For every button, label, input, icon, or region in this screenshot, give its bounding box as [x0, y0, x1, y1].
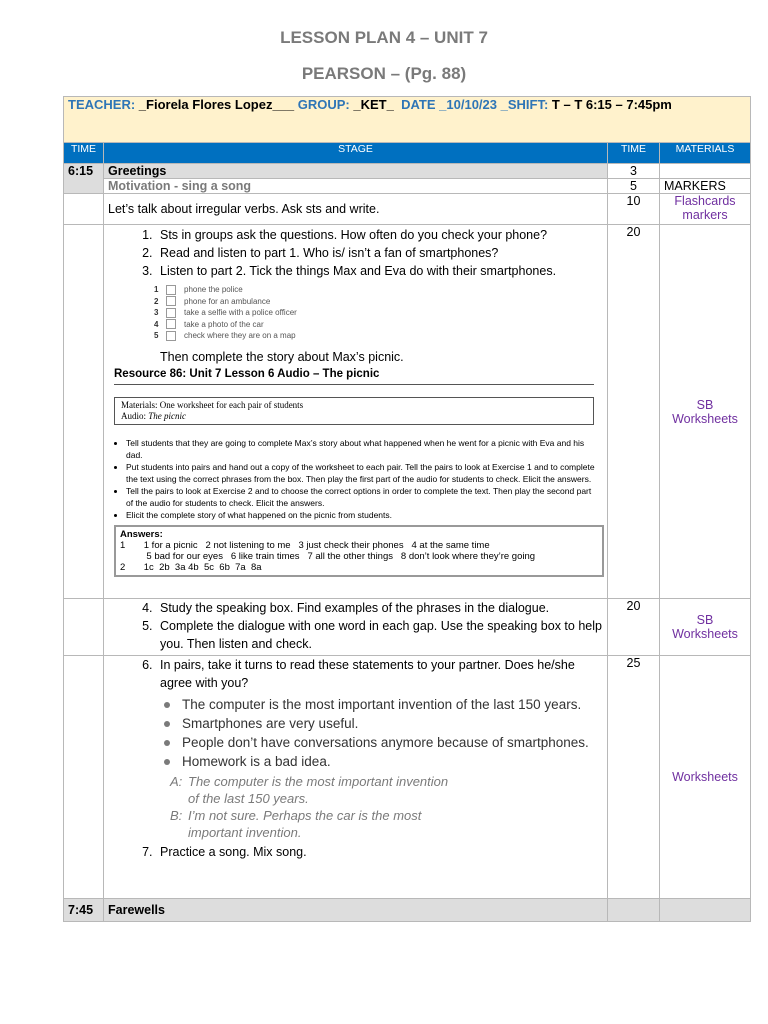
header-time: TIME — [64, 143, 104, 164]
checkbox-icon — [166, 285, 176, 295]
checklist-item: 5 check where they are on a map — [154, 331, 296, 341]
greetings-materials — [660, 164, 751, 179]
motivation-minutes: 5 — [608, 179, 660, 194]
checkbox-icon — [166, 319, 176, 329]
irregular-minutes: 10 — [608, 194, 660, 225]
greetings-time: 6:15 — [64, 164, 104, 194]
instruction-item: • Elicit the complete story of what happened on the picnic from students. — [126, 509, 600, 521]
block1-row — [64, 225, 751, 599]
step-3: 3. Listen to part 2. Tick the things Max and Eva do with their smartphones. — [156, 262, 603, 280]
step-4: 4. Study the speaking box. Find examples of the phrases in the dialogue. — [156, 599, 603, 617]
answers-line: 5 bad for our eyes 6 like train times 7 all the other things 8 don’t look where they’re going — [120, 550, 536, 562]
example-dialog: A: The computer is the most important invention of the last 150 years. B: I’m not sure. Perhaps the car is the most important invention. — [170, 774, 449, 840]
motivation-row — [64, 179, 751, 194]
block1-time — [64, 225, 104, 599]
block1-materials: SB Worksheets — [660, 225, 751, 599]
header-materials: MATERIALS — [660, 143, 751, 164]
step-7: 7. Practice a song. Mix song. — [156, 843, 603, 861]
motivation-materials: MARKERS — [660, 179, 751, 194]
step-3-after: Then complete the story about Max’s picnic. — [160, 349, 404, 364]
answers-label: Answers: — [120, 528, 163, 540]
block3-minutes: 25 — [608, 656, 660, 899]
block3-materials: Worksheets — [660, 656, 751, 899]
instructions-list — [114, 437, 600, 521]
steps-list-4 — [108, 843, 603, 861]
tick-checklist — [154, 284, 603, 342]
step-6: 6. In pairs, take it turns to read these statements to your partner. Does he/she agree with you? — [156, 656, 603, 692]
header-minutes: TIME — [608, 143, 660, 164]
group-label: GROUP: — [297, 97, 350, 112]
irregular-time — [64, 194, 104, 225]
step-5: 5. Complete the dialogue with one word in each gap. Use the speaking box to help you. Then listen and check. — [156, 617, 603, 653]
answers-line: 2 1c 2b 3a 4b 5c 6b 7a 8a — [120, 561, 262, 573]
block1-stage — [104, 225, 608, 599]
statement-item: Homework is a bad idea. — [170, 753, 603, 771]
instruction-item: • Tell students that they are going to complete Max’s story about what happened when he went for a picnic with Eva and his dad. — [126, 437, 600, 461]
step-1: 1. Sts in groups ask the questions. How often do you check your phone? — [156, 226, 603, 244]
answers-line: 1 1 for a picnic 2 not listening to me 3 just check their phones 4 at the same time — [120, 539, 490, 551]
shift-label: _SHIFT: — [500, 97, 549, 112]
group-value: _KET_ — [353, 97, 394, 112]
block3-stage — [104, 656, 608, 899]
answers-box — [114, 525, 604, 577]
checkbox-icon — [166, 296, 176, 306]
step-2: 2. Read and listen to part 1. Who is/ isn’t a fan of smartphones? — [156, 244, 603, 262]
checklist-item: 2 phone for an ambulance — [154, 296, 271, 306]
statement-item: The computer is the most important invention of the last 150 years. — [170, 696, 603, 714]
block3-time — [64, 656, 104, 899]
greetings-row — [64, 164, 751, 179]
lesson-title: LESSON PLAN 4 – UNIT 7 — [280, 28, 488, 47]
motivation-stage: Motivation - sing a song — [104, 179, 608, 194]
header-stage: STAGE — [104, 143, 608, 164]
block2-stage — [104, 599, 608, 656]
teacher-info — [64, 97, 751, 143]
steps-list-3 — [108, 656, 603, 692]
statement-item: Smartphones are very useful. — [170, 715, 603, 733]
header-row — [64, 143, 751, 164]
teacher-name: _Fiorela Flores Lopez___ — [138, 97, 295, 112]
instruction-item: • Put students into pairs and hand out a copy of the worksheet to each pair. Tell the pairs to look at Exercise 1 and to complete the text using the correct phrases from the box. Then play the first part of the audio for students to check. Elicit the answers. — [126, 461, 600, 485]
greetings-stage: Greetings — [104, 164, 608, 179]
farewells-time: 7:45 — [64, 899, 104, 922]
irregular-row — [64, 194, 751, 225]
audio-line: Audio: The picnic — [121, 410, 187, 421]
farewells-minutes — [608, 899, 660, 922]
block2-minutes: 20 — [608, 599, 660, 656]
steps-list-2 — [108, 599, 603, 653]
speaker-b: B: — [170, 808, 183, 823]
resource-title: Resource 86: Unit 7 Lesson 6 Audio – The picnic — [114, 368, 594, 385]
block2-materials: SB Worksheets — [660, 599, 751, 656]
date-value: _10/10/23 — [439, 97, 497, 112]
materials-box — [114, 397, 594, 425]
block2-time — [64, 599, 104, 656]
date-label: DATE — [401, 97, 436, 112]
checklist-item: 3 take a selfie with a police officer — [154, 308, 297, 318]
irregular-materials: Flashcards markers — [660, 194, 751, 225]
checkbox-icon — [166, 331, 176, 341]
teacher-label: TEACHER: — [68, 97, 136, 112]
steps-list-1 — [108, 226, 603, 280]
greetings-minutes: 3 — [608, 164, 660, 179]
farewells-row — [64, 899, 751, 922]
shift-value: T – T 6:15 – 7:45pm — [551, 97, 672, 112]
checkbox-icon — [166, 308, 176, 318]
statement-item: People don’t have conversations anymore because of smartphones. — [170, 734, 603, 752]
instruction-item: • Tell the pairs to look at Exercise 2 and to choose the correct options in order to complete the text. Then play the second part of the audio for students to check. Elicit the answers. — [126, 485, 600, 509]
farewells-stage: Farewells — [104, 899, 608, 922]
checklist-item: 1 phone the police — [154, 285, 243, 295]
speaker-a: A: — [170, 774, 183, 789]
farewells-materials — [660, 899, 751, 922]
irregular-stage: Let’s talk about irregular verbs. Ask sts and write. — [104, 194, 608, 225]
teacher-info-row — [64, 97, 751, 143]
materials-text: Materials: One worksheet for each pair of students — [121, 399, 304, 410]
statements-list — [170, 696, 603, 771]
lesson-plan-table — [63, 96, 751, 922]
checklist-item: 4 take a photo of the car — [154, 319, 264, 329]
lesson-subtitle: PEARSON – (Pg. 88) — [301, 64, 467, 83]
block3-row — [64, 656, 751, 899]
block1-minutes: 20 — [608, 225, 660, 599]
block2-row — [64, 599, 751, 656]
